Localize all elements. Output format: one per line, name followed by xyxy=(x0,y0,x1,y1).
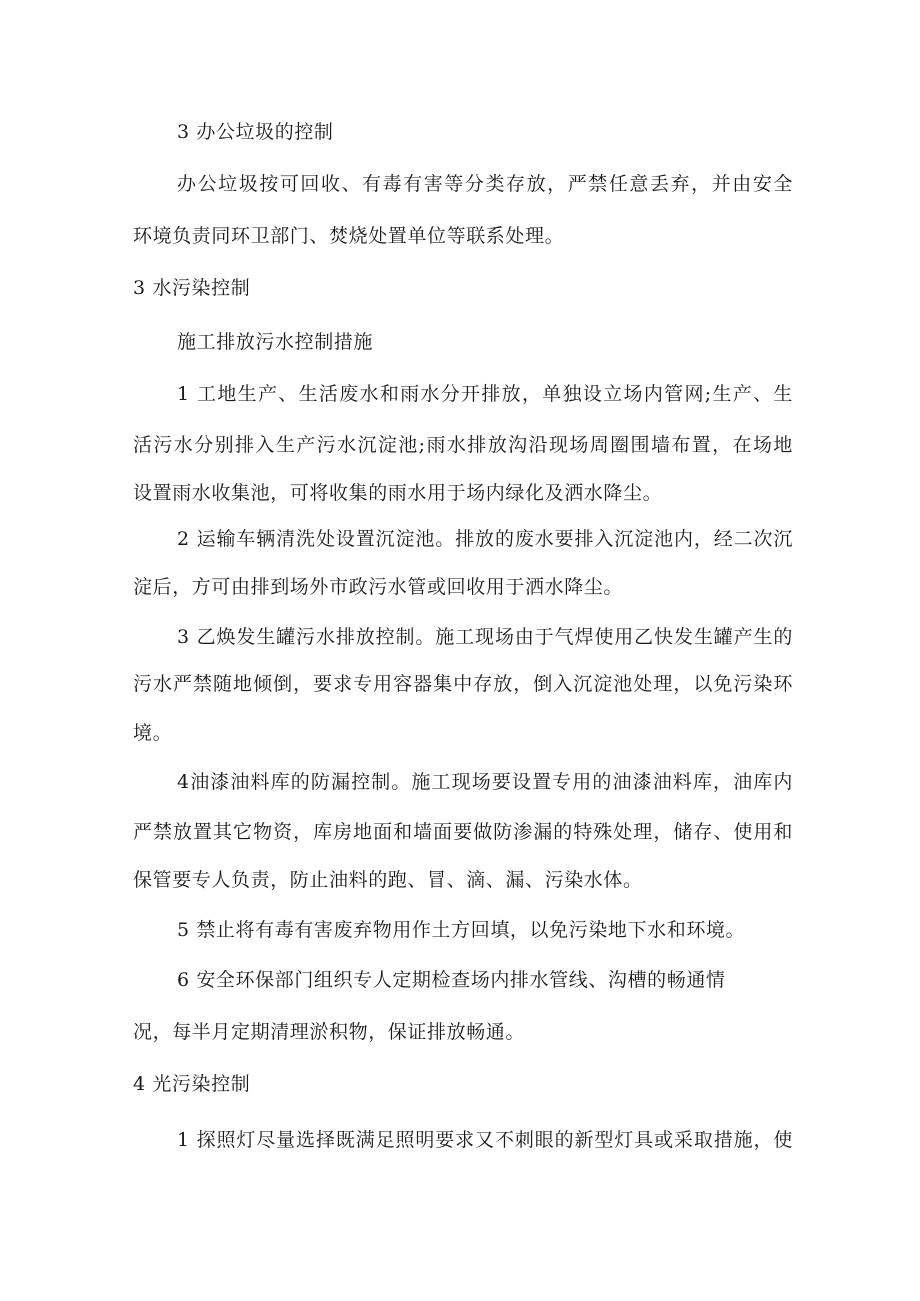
paragraph-line: 4油漆油料库的防漏控制。施工现场要设置专用的油漆油料库，油库内 xyxy=(177,771,793,793)
paragraph-line: 环境负责同环卫部门、焚烧处置单位等联系处理。 xyxy=(133,225,565,247)
paragraph-line: 保管要专人负责，防止油料的跑、冒、滴、漏、污染水体。 xyxy=(133,869,643,891)
paragraph-line: 5 禁止将有毒有害废弃物用作土方回填，以免污染地下水和环境。 xyxy=(177,919,746,941)
paragraph-line: 2 运输车辆清洗处设置沉淀池。排放的废水要排入沉淀池内，经二次沉 xyxy=(177,528,793,550)
paragraph-line: 境。 xyxy=(133,722,173,744)
paragraph-line: 活污水分别排入生产污水沉淀池;雨水排放沟沿现场周圈围墙布置，在场地 xyxy=(133,434,793,456)
paragraph-line: 办公垃圾按可回收、有毒有害等分类存放，严禁任意丢弃，并由安全 xyxy=(177,173,793,195)
section-heading-water-pollution: 3 水污染控制 xyxy=(133,277,251,299)
paragraph-line: 淀后，方可由排到场外市政污水管或回收用于洒水降尘。 xyxy=(133,576,624,598)
paragraph-line: 3 乙焕发生罐污水排放控制。施工现场由于气焊使用乙快发生罐产生的 xyxy=(177,626,793,648)
paragraph-line: 严禁放置其它物资，库房地面和墙面要做防渗漏的特殊处理，储存、使用和 xyxy=(133,821,793,843)
paragraph-line: 6 安全环保部门组织专人定期检查场内排水管线、沟槽的畅通情 xyxy=(177,969,726,991)
paragraph-line: 污水严禁随地倾倒，要求专用容器集中存放，倒入沉淀池处理，以免污染环 xyxy=(133,673,793,695)
paragraph-line: 1 探照灯尽量选择既满足照明要求又不刺眼的新型灯具或采取措施，使 xyxy=(177,1129,793,1151)
paragraph-line: 况，每半月定期清理淤积物，保证排放畅通。 xyxy=(133,1021,526,1043)
paragraph-line: 1 工地生产、生活废水和雨水分开排放，单独设立场内管网;生产、生 xyxy=(177,383,793,405)
paragraph-line: 设置雨水收集池，可将收集的雨水用于场内绿化及洒水降尘。 xyxy=(133,482,663,504)
section-heading-office-waste: 3 办公垃圾的控制 xyxy=(177,121,334,143)
subheading-discharge-measures: 施工排放污水控制措施 xyxy=(177,331,374,353)
section-heading-light-pollution: 4 光污染控制 xyxy=(133,1073,251,1095)
